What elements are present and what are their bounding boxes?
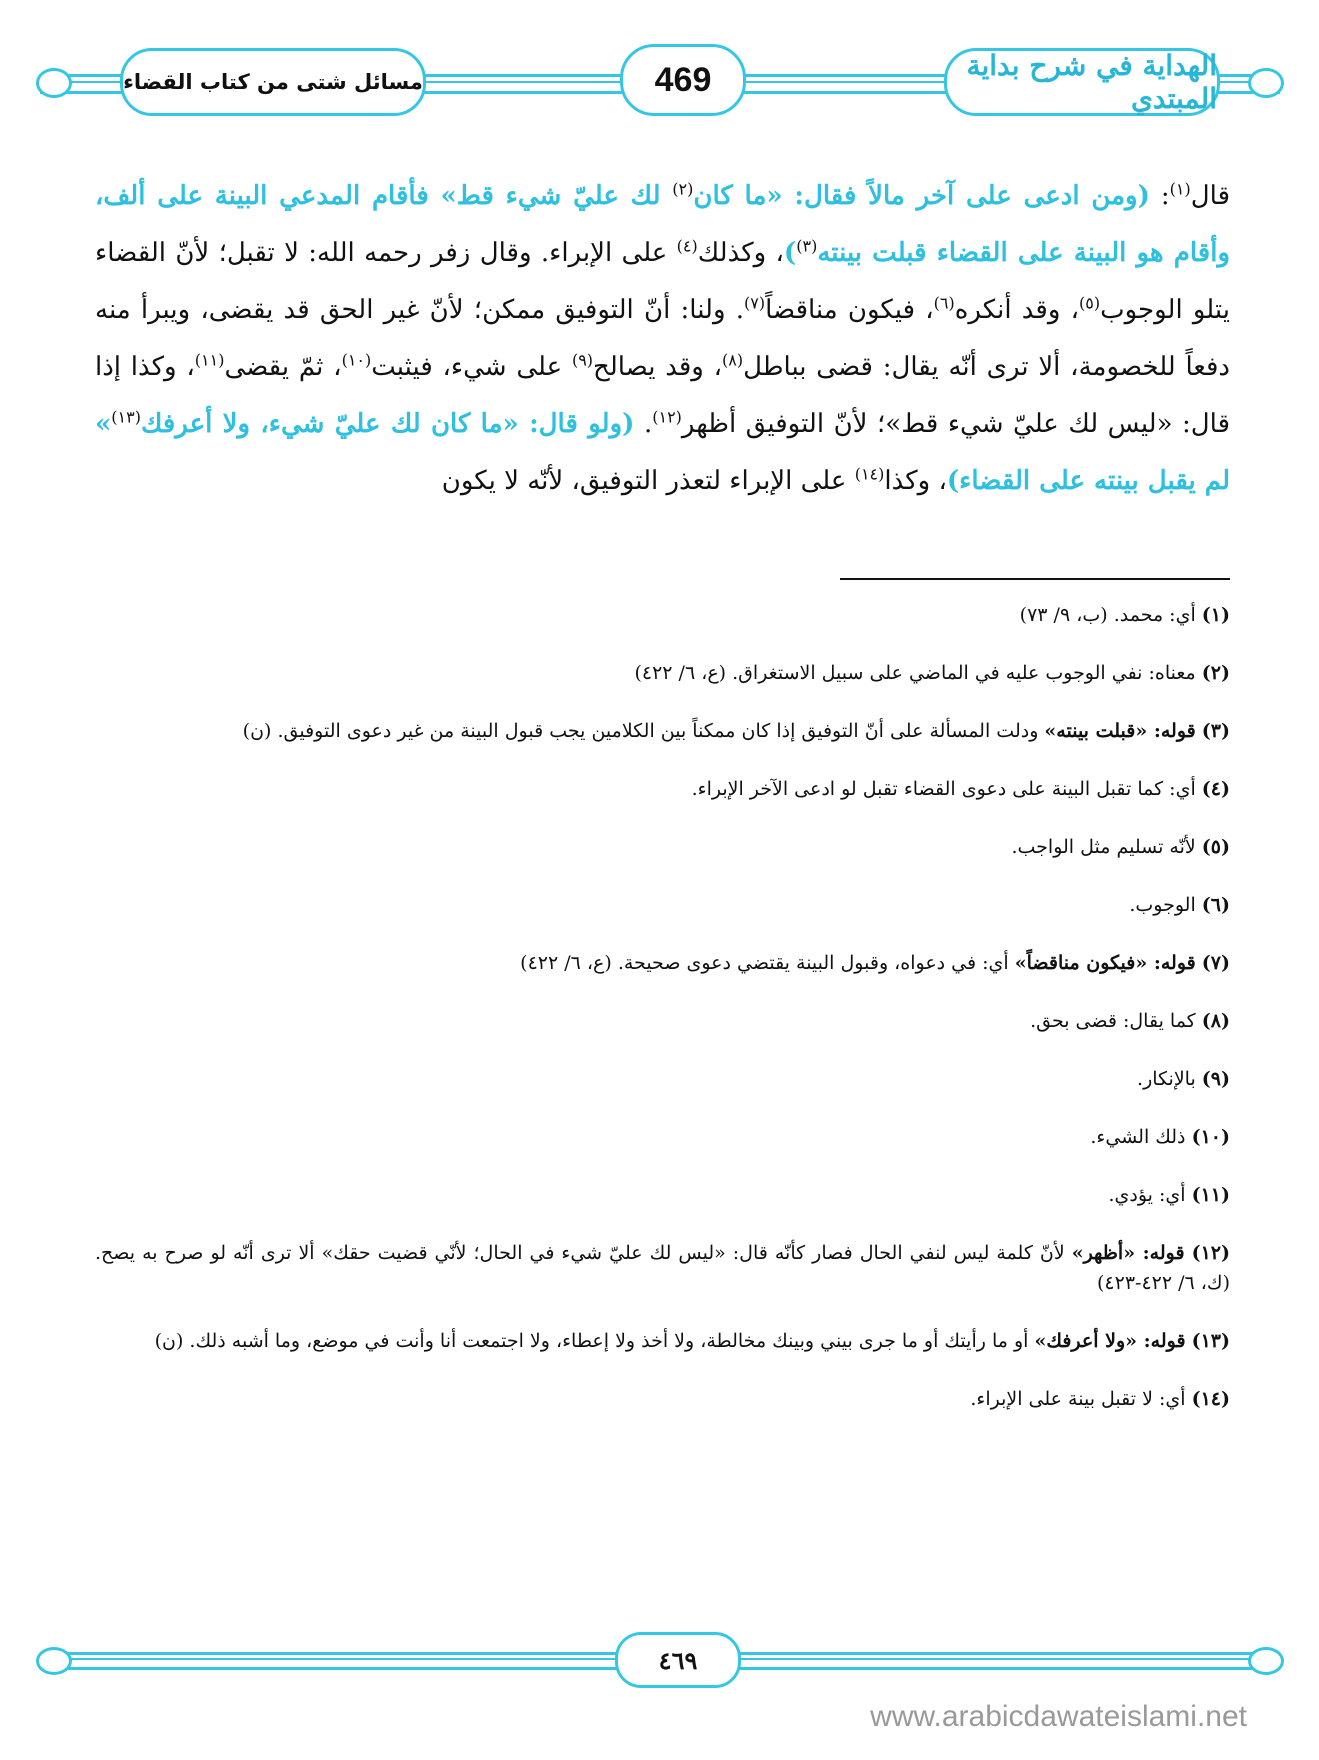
ornament-left (36, 68, 72, 98)
main-paragraph (95, 168, 1230, 510)
highlighted-text: لك عليّ شيء قط» فأقام المدعي البينة على ألف، وأقام هو البينة على القضاء قبلت بينته (95, 181, 1230, 268)
footnote-marker: (٢) (672, 179, 694, 199)
body-text: ، وكذا إذا قال: «ليس لك عليّ شيء قط»؛ لأنّ التوفيق أظهر (95, 352, 1231, 439)
book-title: الهداية في شرح بداية المبتدي (944, 48, 1220, 116)
footnote-number: (٢) (1201, 662, 1230, 684)
watermark-url: www.arabicdawateislami.net (870, 1700, 1247, 1733)
footnote-item (95, 1122, 1230, 1152)
highlighted-text: (ولو قال: «ما كان لك عليّ شيء، ولا أعرفك (140, 409, 635, 439)
footnote-text: أو ما رأيتك أو ما جرى بيني وبينك مخالطة، ولا أخذ ولا إعطاء، ولا اجتمعت أنا وأنت في موضع، وما أشبه ذلك. (ن) (154, 1330, 1029, 1352)
footnote-label: قوله: «ولا أعرفك» (1034, 1330, 1186, 1352)
footnote-marker: (١٢) (652, 407, 682, 427)
footnote-number: (٦) (1201, 894, 1230, 916)
footnote-number: (٨) (1201, 1010, 1230, 1032)
footnote-item (95, 1180, 1230, 1210)
ornament-right (1248, 1647, 1284, 1675)
ornament-right (1248, 68, 1284, 98)
footnote-item (95, 832, 1230, 862)
footnote-item (95, 774, 1230, 804)
footnote-text: لأنّ كلمة ليس لنفي الحال فصار كأنّه قال: «ليس لك عليّ شيء في الحال؛ لأنّي قضيت حقك» ألا ترى أنّه لو صرح به يصح. (ك، ٦/ ٤٢٢-٤٢٣) (95, 1242, 1230, 1294)
body-text: ، فيكون مناقضاً (765, 295, 934, 325)
footnote-number: (٣) (1201, 720, 1230, 742)
highlighted-text: (ومن ادعى على آخر مالاً فقال: «ما كان (693, 181, 1150, 211)
footnote-item (95, 1326, 1230, 1356)
footnote-number: (١١) (1191, 1184, 1230, 1206)
highlighted-text: ) (783, 238, 797, 268)
footnote-number: (٥) (1201, 836, 1230, 858)
body-text: ، ثمّ يقضى (224, 352, 342, 382)
footnote-marker: (١) (1169, 179, 1191, 199)
footnote-marker: (٨) (722, 350, 744, 370)
footnote-marker: (٣) (796, 236, 818, 256)
page-footer (40, 1630, 1280, 1690)
footnotes-list (95, 600, 1230, 1442)
footnote-text: معناه: نفي الوجوب عليه في الماضي على سبيل الاستغراق. (ع، ٦/ ٤٢٢) (634, 662, 1196, 684)
footnote-item (95, 1006, 1230, 1036)
footnote-number: (١٣) (1191, 1330, 1230, 1352)
body-text: على الإبراء لتعذر التوفيق، لأنّه لا يكون (441, 466, 855, 496)
footnote-item (95, 1384, 1230, 1414)
footnote-number: (٩) (1201, 1068, 1230, 1090)
body-text: على شيء، فيثبت (371, 352, 572, 382)
footnote-label: قوله: «قبلت بينته» (1044, 720, 1196, 742)
footnote-marker: (٦) (933, 293, 955, 313)
footnote-number: (٤) (1201, 778, 1230, 800)
footnote-text: ودلت المسألة على أنّ التوفيق إذا كان ممكناً بين الكلامين يجب قبول البينة من غير دعوى التوفيق. (ن) (242, 720, 1039, 742)
footnote-item (95, 716, 1230, 746)
footnote-item (95, 1064, 1230, 1094)
footnote-number: (١) (1201, 604, 1230, 626)
footnote-marker: (٤) (676, 236, 698, 256)
footnote-marker: (١١) (194, 350, 225, 370)
footnote-text: أي: يؤدي. (1108, 1184, 1186, 1206)
footnote-text: أي: محمد. (ب، ٩/ ٧٣) (1019, 604, 1196, 626)
footnote-label: قوله: «أظهر» (1071, 1242, 1185, 1264)
page-number: 469 (620, 44, 746, 116)
footnote-number: (١٢) (1191, 1242, 1230, 1264)
footnote-text: الوجوب. (1129, 894, 1196, 916)
chapter-title: مسائل شتى من كتاب القضاء (120, 48, 426, 116)
footnote-marker: (١٠) (341, 350, 372, 370)
footnote-text: كما يقال: قضى بحق. (1030, 1010, 1196, 1032)
footnote-text: بالإنكار. (1137, 1068, 1196, 1090)
body-text: . ولنا: أنّ التوفيق ممكن؛ لأنّ غير الحق قد يقضى، ويبرأ منه دفعاً للخصومة، ألا ترى أنّه يقال: قضى بباطل (95, 295, 1230, 382)
footnote-marker: (١٣) (111, 407, 141, 427)
footnote-marker: (١٤) (854, 464, 885, 484)
footnote-item (95, 948, 1230, 978)
body-text: : (1149, 181, 1170, 211)
body-text: . (634, 409, 653, 439)
footnote-separator (840, 578, 1230, 580)
footnote-marker: (٥) (1079, 293, 1101, 313)
footnote-text: أي: في دعواه، وقبول البينة يقتضي دعوى صحيحة. (ع، ٦/ ٤٢٢) (520, 952, 1009, 974)
page-header (40, 40, 1280, 120)
ornament-left (36, 1647, 72, 1675)
footnote-label: قوله: «فيكون مناقضاً» (1014, 952, 1196, 974)
footnote-number: (٧) (1201, 952, 1230, 974)
body-text: ، وكذلك (697, 238, 784, 268)
body-text: قال (1190, 181, 1230, 211)
body-text: ، وقد يصالح (593, 352, 723, 382)
footnote-marker: (٧) (744, 293, 766, 313)
footnote-item (95, 1238, 1230, 1298)
footnote-text: أي: لا تقبل بينة على الإبراء. (970, 1388, 1186, 1410)
body-text: ، وكذا (884, 466, 947, 496)
footnote-text: أي: كما تقبل البينة على دعوى القضاء تقبل لو ادعى الآخر الإبراء. (691, 778, 1196, 800)
body-text: على الإبراء. وقال زفر رحمه الله: لا تقبل؛ لأنّ القضاء يتلو الوجوب (95, 238, 1231, 325)
footnote-marker: (٩) (571, 350, 594, 370)
footer-page-number: ٤٦٩ (615, 1632, 741, 1688)
footnote-text: ذلك الشيء. (1090, 1126, 1186, 1148)
footnote-item (95, 890, 1230, 920)
body-text: ، وقد أنكره (954, 295, 1080, 325)
footnote-number: (١٠) (1191, 1126, 1230, 1148)
highlighted-text: » لم يقبل بينته على القضاء) (95, 409, 1230, 496)
footnote-text: لأنّه تسليم مثل الواجب. (1011, 836, 1196, 858)
footnote-number: (١٤) (1191, 1388, 1230, 1410)
footnote-item (95, 658, 1230, 688)
footnote-item (95, 600, 1230, 630)
